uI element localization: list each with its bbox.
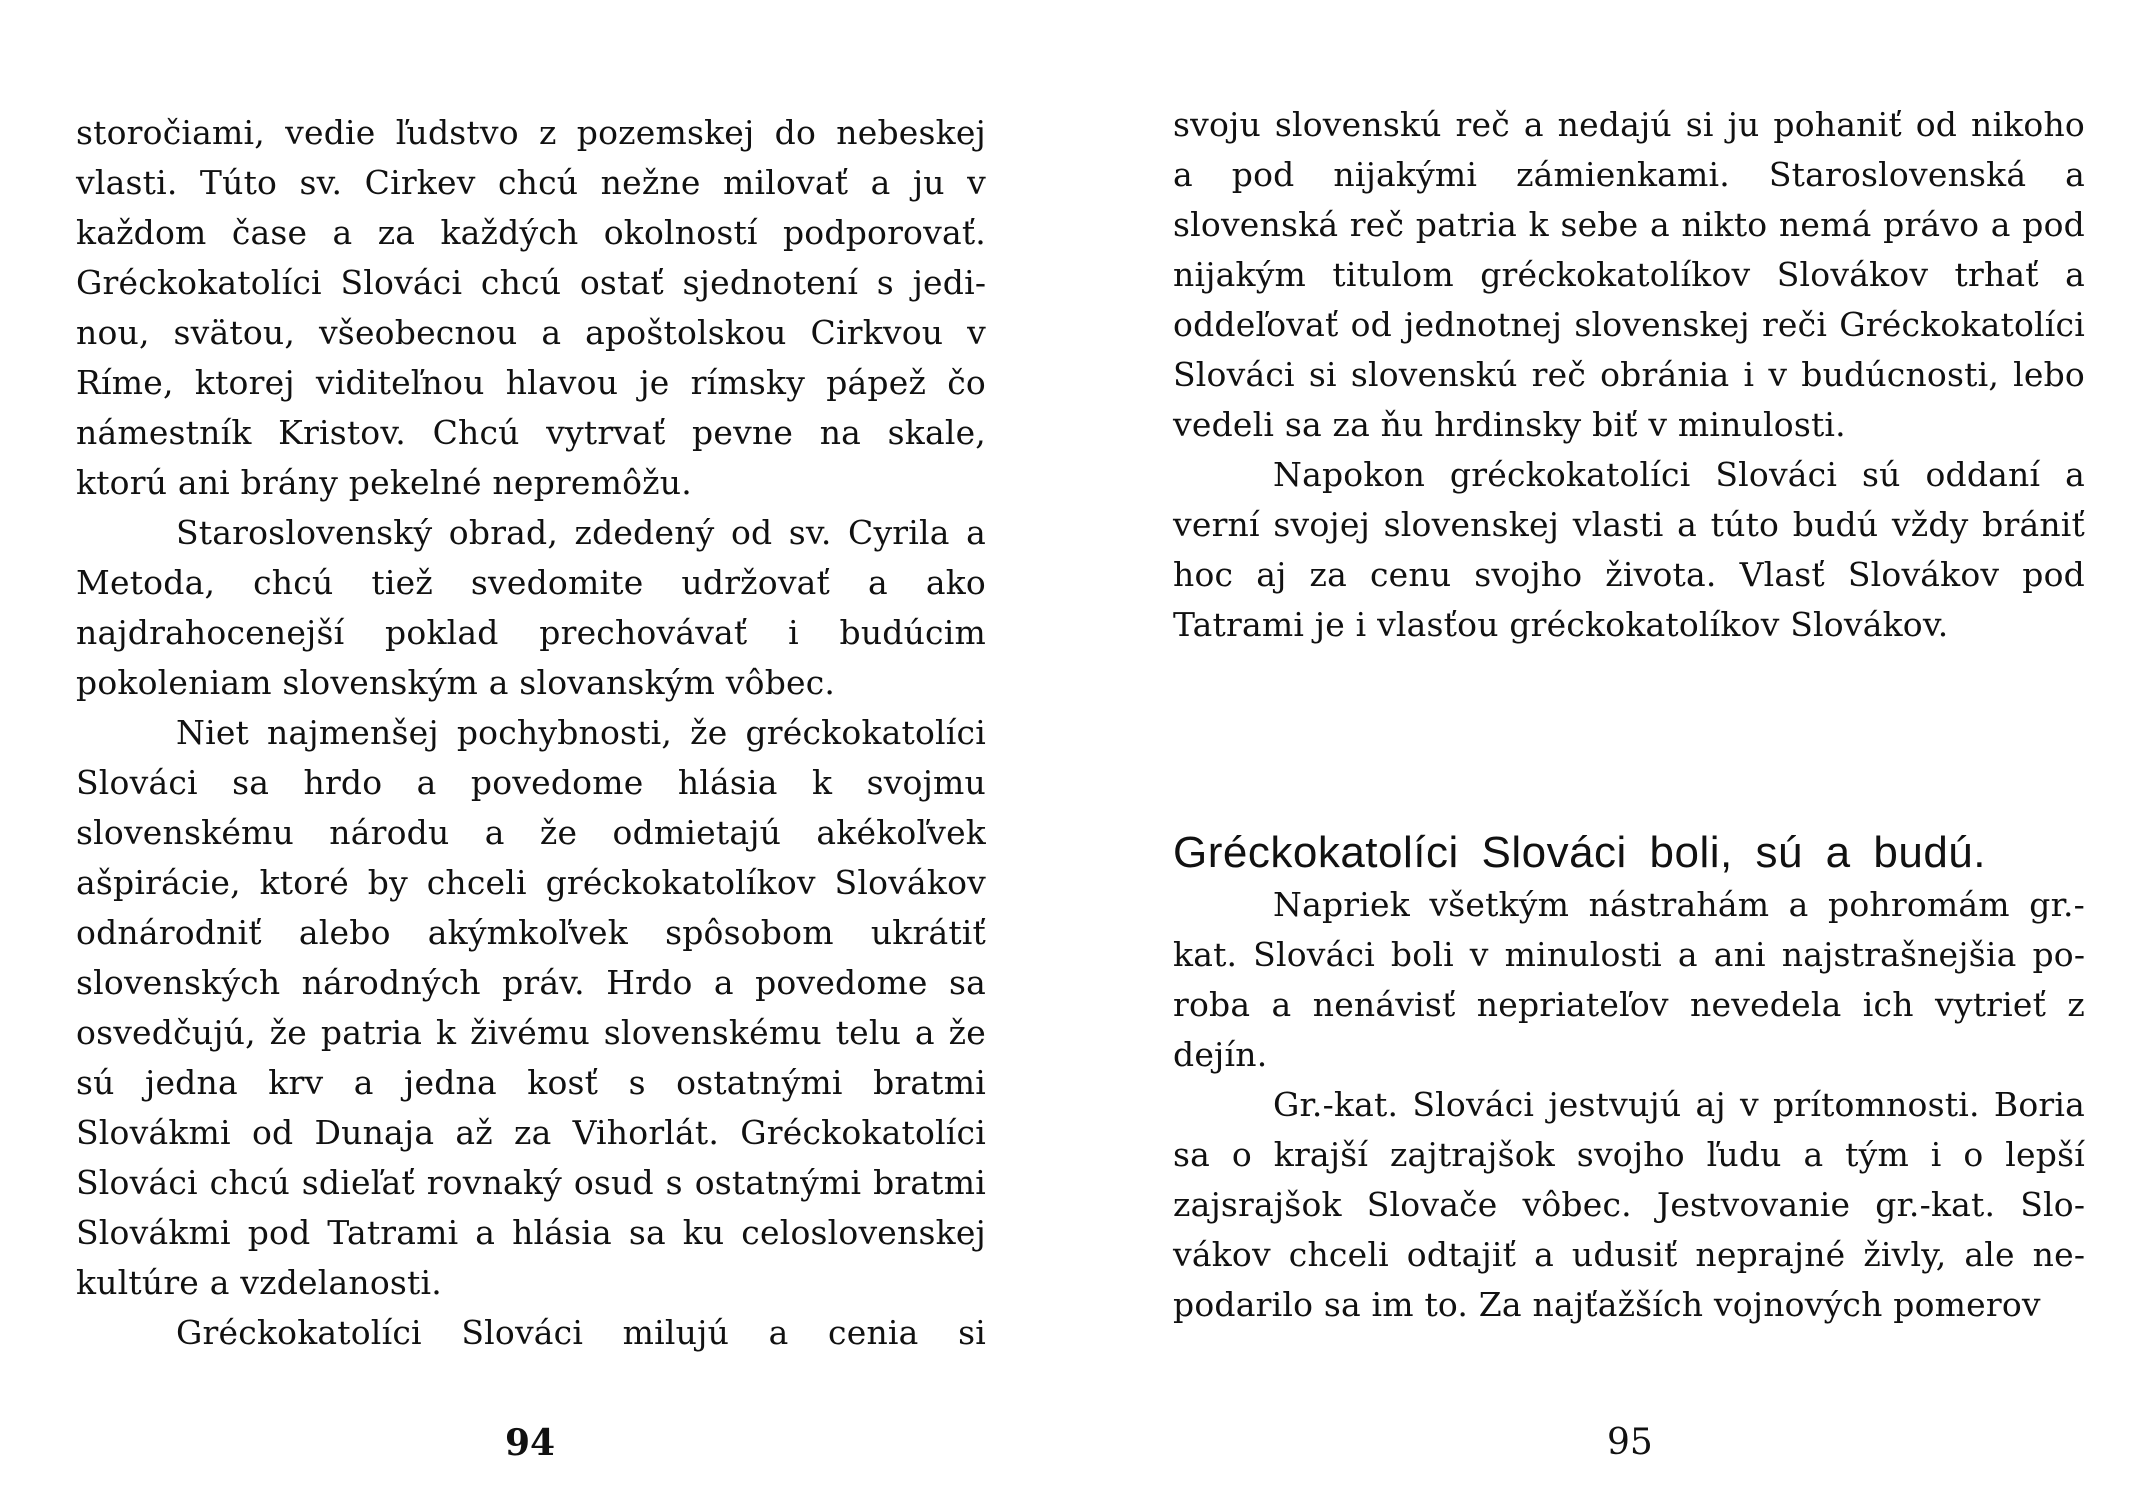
- paragraph: Staroslovenský obrad, zdedený od sv. Cyrila a Metoda, chcú tiež svedomite udržovať a ako najdrahocenejší poklad prechovávať i budúcim pokoleniam slovenským a slovanským vôbec.: [76, 513, 986, 702]
- paragraph: Gr.-kat. Slováci jestvujú aj v prítomnosti. Boria sa o krajší zajtrajšok svojho ľudu a tým i o lepší zajsrajšok Slovače vôbec. Jestvovanie gr.-kat. Slovákov chceli odtajiť a udusiť neprajné živly, ale nepodarilo sa im to. Za najťažších vojnových pomerov: [1173, 1085, 2085, 1324]
- paragraph: Niet najmenšej pochybnosti, že gréckokatolíci Slováci sa hrdo a povedome hlásia k svojmu slovenskému národu a že odmietajú akékoľvek ašpirácie, ktoré by chceli gréckokatolíkov Slovákov odnárodniť alebo akýmkoľvek spôsobom ukrátiť slovenských národných práv. Hrdo a povedome sa osvedčujú, že patria k živému slovenskému telu a že sú jedna krv a jedna kosť s ostatnými bratmi Slovákmi od Dunaja až za Vihorlát. Gréckokatolíci Slováci chcú sdieľať rovnaký osud s ostatnými bratmi Slovákmi pod Tatrami a hlásia sa ku celoslovenskej kultúre a vzdelanosti.: [76, 713, 986, 1302]
- paragraph: storočiami, vedie ľudstvo z pozemskej do nebeskej vlasti. Túto sv. Cirkev chcú nežne milovať a ju v každom čase a za každých okolností podporovať. Gréckokatolíci Slováci chcú ostať sjednotení s jedinou, svätou, všeobecnou a apoštolskou Cirkvou v Ríme, ktorej viditeľnou hlavou je rímsky pápež čo námestník Kristov. Chcú vytrvať pevne na skale, ktorú ani brány pekelné nepremôžu.: [76, 113, 986, 502]
- page-number: 95: [1607, 1422, 1653, 1463]
- left-page-text: [76, 108, 986, 1358]
- paragraph: Gréckokatolíci Slováci milujú a cenia si: [176, 1313, 986, 1352]
- right-page-text-bottom: [1173, 880, 2085, 1330]
- section-heading: Gréckokatolíci Slováci boli, sú a budú.: [1173, 828, 1986, 877]
- paragraph: Napriek všetkým nástrahám a pohromám gr.-kat. Slováci boli v minulosti a ani najstrašnejšia poroba a nenávisť nepriateľov nevedela ich vytrieť z dejín.: [1173, 885, 2085, 1074]
- paragraph: svoju slovenskú reč a nedajú si ju pohaniť od nikoho a pod nijakými zámienkami. Staroslovenská a slovenská reč patria k sebe a nikto nemá právo a pod nijakým titulom gréckokatolíkov Slovákov trhať a oddeľovať od jednotnej slovenskej reči Gréckokatolíci Slováci si slovenskú reč obránia i v budúcnosti, lebo vedeli sa za ňu hrdinsky biť v minulosti.: [1173, 105, 2085, 444]
- page-number: 94: [505, 1422, 556, 1464]
- right-page: [1075, 0, 2150, 1500]
- paragraph: Napokon gréckokatolíci Slováci sú oddaní a verní svojej slovenskej vlasti a túto budú vždy brániť hoc aj za cenu svojho života. Vlasť Slovákov pod Tatrami je i vlasťou gréckokatolíkov Slovákov.: [1173, 455, 2085, 644]
- right-page-text-top: [1173, 100, 2085, 650]
